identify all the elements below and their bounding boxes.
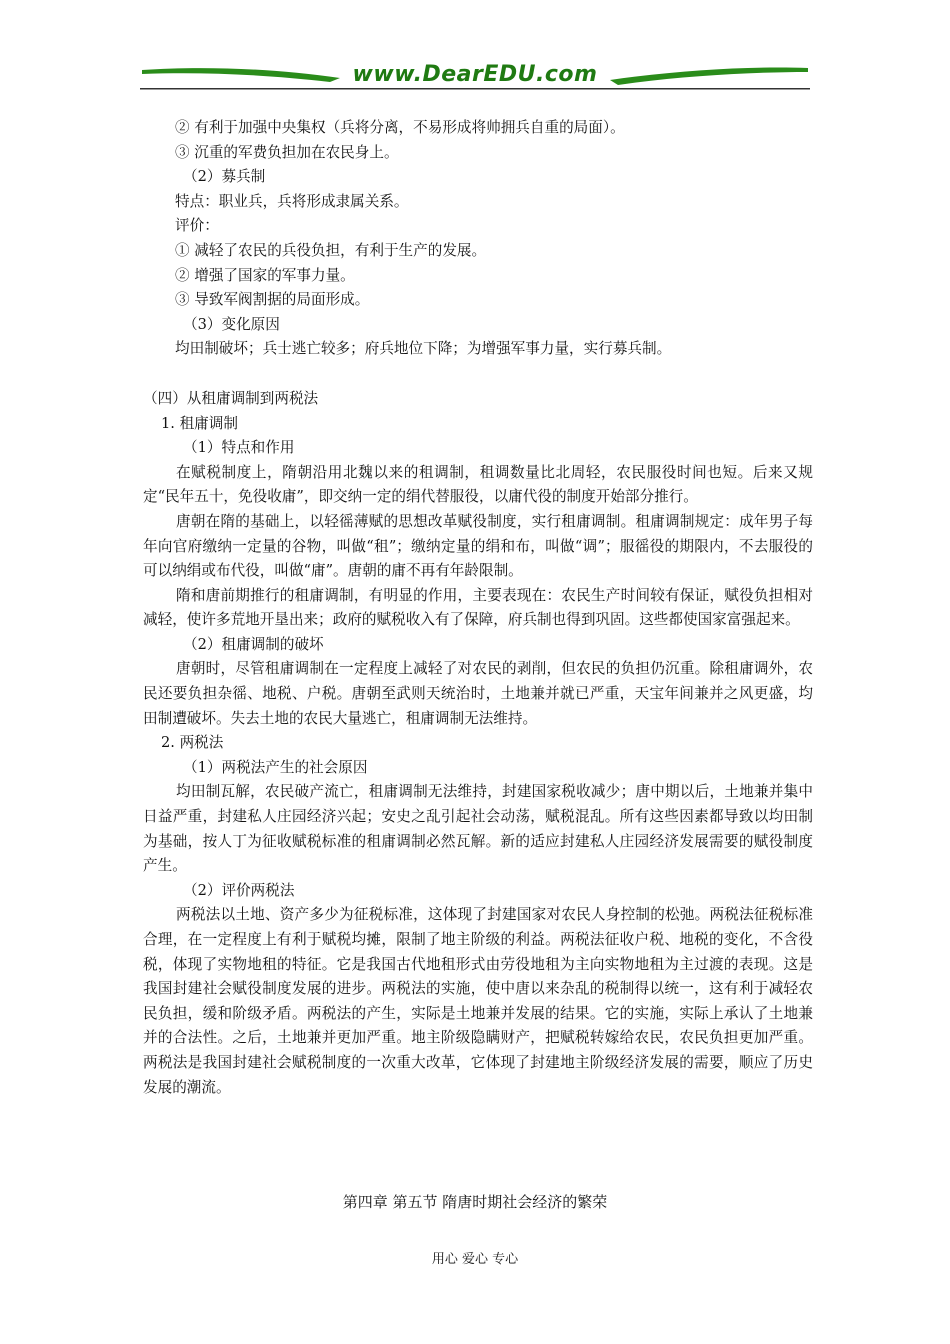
section-heading: （四）从租庸调制到两税法	[143, 389, 319, 407]
subheading: （3）变化原因	[183, 315, 280, 333]
paragraph: 两税法以土地、资产多少为征税标准，这体现了封建国家对农民人身控制的松弛。两税法征税标准合理，在一定程度上有利于赋税均摊，限制了地主阶级的利益。两税法征收户税、地税的变化，不含役税，体现了实物地租的特征。它是我国古代地租形式由劳役地租为主向实物地租为主过渡的表现。这是我国封建社会赋役制度发展的进步。两税法的实施，使中唐以来杂乱的税制得以统一，这有利于减轻农民负担，缓和阶级矛盾。两税法的产生，实际是土地兼并发展的结果。它的实施，实际上承认了土地兼并的合法性。之后，土地兼并更加严重。地主阶级隐瞒财产，把赋税转嫁给农民，农民负担更加严重。两税法是我国封建社会赋税制度的一次重大改革，它体现了封建地主阶级经济发展的需要，顺应了历史发展的潮流。	[143, 906, 813, 1096]
site-logo-text[interactable]: www.DearEDU.com	[352, 62, 598, 87]
page-header	[140, 58, 810, 98]
document-body	[143, 116, 813, 1100]
paragraph: 均田制瓦解，农民破产流亡，租庸调制无法维持，封建国家税收减少；唐中期以后，土地兼并集中日益严重，封建私人庄园经济兴起；安史之乱引起社会动荡，赋税混乱。所有这些因素都导致以均田制为基础，按人丁为征收赋税标准的租庸调制必然瓦解。新的适应封建私人庄园经济发展需要的赋役制度产生。	[143, 783, 813, 875]
list-item: ① 减轻了农民的兵役负担，有利于生产的发展。	[175, 241, 487, 259]
list-item: ③ 导致军阀割据的局面形成。	[175, 291, 370, 309]
list-item: ③ 沉重的军费负担加在农民身上。	[175, 143, 399, 161]
paragraph: 在赋税制度上，隋朝沿用北魏以来的租调制，租调数量比北周轻，农民服役时间也短。后来又规定“民年五十，免役收庸”，即交纳一定的绢代替服役，以庸代役的制度开始部分推行。	[143, 463, 813, 506]
paragraph: 隋和唐前期推行的租庸调制，有明显的作用，主要表现在：农民生产时间较有保证，赋役负担相对减轻，使许多荒地开垦出来；政府的赋税收入有了保障，府兵制也得到巩固。这些都使国家富强起来。	[143, 586, 813, 629]
text-line: 特点：职业兵，兵将形成隶属关系。	[175, 192, 409, 210]
subheading: （2）租庸调制的破坏	[183, 635, 324, 653]
subheading: （1）特点和作用	[183, 439, 295, 457]
list-item: ② 有利于加强中央集权（兵将分离，不易形成将帅拥兵自重的局面）。	[175, 119, 625, 136]
list-item: ② 增强了国家的军事力量。	[175, 266, 355, 284]
page-footer: 用心 爱心 专心	[431, 1252, 519, 1267]
subheading: （2）募兵制	[183, 168, 266, 186]
subsection-heading: 1. 租庸调制	[161, 414, 238, 432]
chapter-title: 第四章 第五节 隋唐时期社会经济的繁荣	[342, 1193, 608, 1211]
subheading: （2）评价两税法	[183, 881, 295, 899]
paragraph: 唐朝时，尽管租庸调制在一定程度上减轻了对农民的剥削，但农民的负担仍沉重。除租庸调外，农民还要负担杂徭、地税、户税。唐朝至武则天统治时，土地兼并就已严重，天宝年间兼并之风更盛，均田制遭破坏。失去土地的农民大量逃亡，租庸调制无法维持。	[143, 660, 813, 727]
text-line: 评价：	[175, 217, 219, 235]
subsection-heading: 2. 两税法	[161, 734, 224, 752]
text-line: 均田制破坏；兵士逃亡较多；府兵地位下降；为增强军事力量，实行募兵制。	[175, 340, 672, 358]
subheading: （1）两税法产生的社会原因	[183, 758, 368, 776]
paragraph: 唐朝在隋的基础上，以轻徭薄赋的思想改革赋役制度，实行租庸调制。租庸调制规定：成年男子每年向官府缴纳一定量的谷物，叫做“租”；缴纳定量的绢和布，叫做“调”；服徭役的期限内，不去服役的可以纳绢或布代役，叫做“庸”。唐朝的庸不再有年龄限制。	[143, 512, 813, 580]
